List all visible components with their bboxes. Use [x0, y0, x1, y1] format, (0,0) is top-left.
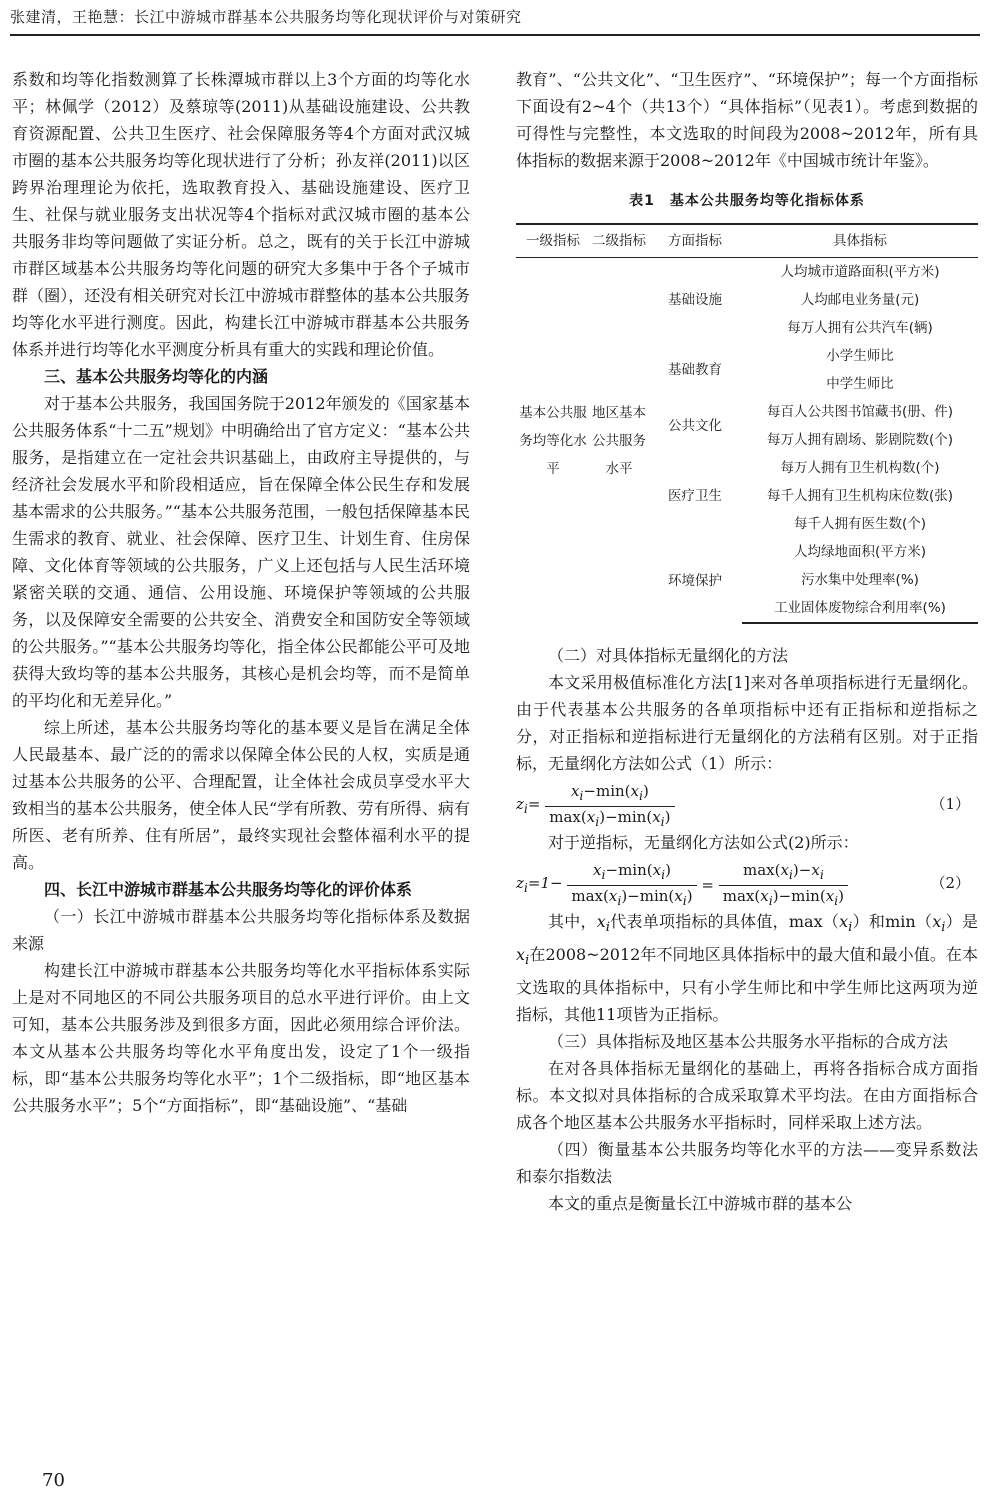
- indicator-cell: 每千人拥有卫生机构床位数(张): [766, 488, 954, 504]
- indicator-cell: 人均城市道路面积(平方米): [780, 264, 940, 280]
- page-number: 70: [42, 1470, 65, 1491]
- paragraph: 对于逆指标，无量纲化方法如公式(2)所示：: [548, 833, 859, 852]
- equation-number: （1）: [930, 795, 970, 813]
- subsection-heading: （一）长江中游城市群基本公共服务均等化指标体系及数据来源: [12, 907, 470, 953]
- table-caption: 表1 基本公共服务均等化指标体系: [629, 193, 865, 209]
- indicator-cell: 每万人拥有公共汽车(辆): [787, 320, 933, 336]
- level2-cell: 地区基本公共服务水平: [592, 404, 646, 477]
- paragraph: 在对各具体指标无量纲化的基础上，再将各指标合成方面指标。本文拟对具体指标的合成采取算术平均法。在由方面指标合成各个地区基本公共服务水平指标时，同样采取上述方法。: [516, 1059, 978, 1133]
- level1-cell: 基本公共服务均等化水平: [519, 404, 587, 477]
- paragraph: 其中，$x_i$代表单项指标的具体值，$\max(x_i)$和$\min(x_i)$是$x_i$在2008~2012年不同地区具体指标中的最大值和最小值。在本文选取的具体指标中，只有小学生师比和中学生师比这两项为逆指标，其他11项皆为正指标。: [516, 912, 978, 1025]
- table-row: [516, 258, 978, 287]
- aspect-infrastructure: 基础设施: [668, 292, 722, 308]
- paragraph: 教育”、“公共文化”、“卫生医疗”、“环境保护”；每一个方面指标下面设有2~4个（共13个）“具体指标”（见表1）。考虑到数据的可得性与完整性，本文选取的时间段为2008~2012年，所有具体指标的数据来源于2008~2012年《中国城市统计年鉴》。: [516, 70, 978, 170]
- header-aspect: 方面指标: [648, 224, 742, 258]
- indicator-cell: 人均邮电业务量(元): [800, 292, 920, 308]
- indicator-cell: 人均绿地面积(平方米): [793, 544, 927, 560]
- formula-2: $z_i=1-$ $\frac{x_i-\min(x_i)}{\max(x_i)-\min(x_i)}$ = $\frac{\max(x_i)-x_i}{\max(x_i)-\min(x_i)}$ （2）: [516, 861, 970, 908]
- indicator-cell: 每万人拥有剧场、影剧院数(个): [766, 432, 954, 448]
- paragraph: 系数和均等化指数测算了长株潭城市群以上3个方面的均等化水平；林佩学（2012）及蔡琼等(2011)从基础设施建设、公共教育资源配置、公共卫生医疗、社会保障服务等4个方面对武汉城市圈的基本公共服务均等化现状进行了分析；孙友祥(2011)以区跨界治理理论为依托，选取教育投入、基础设施建设、医疗卫生、社保与就业服务支出状况等4个指标对武汉城市圈的基本公共服务非均等问题做了实证分析。总之，既有的关于长江中游城市群区域基本公共服务均等化问题的研究大多集中于各个子城市群（圈），还没有相关研究对长江中游城市群整体的基本公共服务均等化水平进行测度。因此，构建长江中游城市群基本公共服务体系并进行均等化水平测度分析具有重大的实践和理论价值。: [12, 70, 470, 359]
- formula-1: $z_i=$ $\frac{x_i-\min(x_i)}{\max(x_i)-\min(x_i)}$ （1）: [516, 782, 970, 829]
- header-rule: [10, 34, 980, 36]
- section-heading: 三、基本公共服务均等化的内涵: [44, 367, 269, 386]
- indicator-cell: 中学生师比: [826, 376, 894, 392]
- paragraph: 对于基本公共服务，我国国务院于2012年颁发的《国家基本公共服务体系“十二五”规划》中明确给出了官方定义：“基本公共服务，是指建立在一定社会共识基础上，由政府主导提供的，与经济社会发展水平和阶段相适应，旨在保障全体公民生存和发展基本需求的公共服务。”“基本公共服务范围，一般包括保障基本民生需求的教育、就业、社会保障、医疗卫生、计划生育、住房保障、文化体育等领域的公共服务，广义上还包括与人民生活环境紧密关联的交通、通信、公用设施、环境保护等领域的公共服务，以及保障安全需要的公共安全、消费安全和国防安全等领域的公共服务。”“基本公共服务均等化，指全体公民都能公平可及地获得大致均等的基本公共服务，其核心是机会均等，而不是简单的平均化和无差异化。”: [12, 394, 470, 710]
- section-heading: 四、长江中游城市群基本公共服务均等化的评价体系: [44, 880, 413, 899]
- subsection-heading: （三）具体指标及地区基本公共服务水平指标的合成方法: [548, 1032, 949, 1052]
- table-header-row: [516, 224, 978, 258]
- paragraph: 本文的重点是衡量长江中游城市群的基本公: [548, 1194, 853, 1214]
- aspect-environment: 环境保护: [668, 572, 722, 589]
- indicator-cell: 小学生师比: [826, 348, 894, 364]
- header-specific: 具体指标: [742, 224, 978, 258]
- header-level1: 一级指标: [516, 224, 590, 258]
- aspect-education: 基础教育: [668, 362, 722, 378]
- paragraph: 构建长江中游城市群基本公共服务均等化水平指标体系实际上是对不同地区的不同公共服务项目的总水平进行评价。由上文可知，基本公共服务涉及到很多方面，因此必须用综合评价法。本文从基本公共服务均等化水平角度出发，设定了1个一级指标，即“基本公共服务均等化水平”；1个二级指标，即“地区基本公共服务水平”；5个“方面指标”，即“基础设施”、“基础: [12, 961, 470, 1115]
- indicator-cell: 工业固体废物综合利用率(%): [742, 594, 978, 623]
- aspect-culture: 公共文化: [668, 418, 722, 434]
- paragraph: 综上所述，基本公共服务均等化的基本要义是旨在满足全体人民最基本、最广泛的的需求以保障全体公民的人权，实质是通过基本公共服务的公平、合理配置，让全体社会成员享受水平大致相当的基本公共服务，使全体人民“学有所教、劳有所得、病有所医、老有所养、住有所居”，最终实现社会整体福利水平的提高。: [12, 718, 470, 872]
- equation-number: （2）: [930, 874, 970, 892]
- indicator-cell: 污水集中处理率(%): [801, 572, 919, 588]
- subsection-heading: （四）衡量基本公共服务均等化水平的方法——变异系数法和泰尔指数法: [516, 1140, 978, 1187]
- paragraph: 本文采用极值标准化方法[1]来对各单项指标进行无量纲化。由于代表基本公共服务的各单项指标中还有正指标和逆指标之分，对正指标和逆指标进行无量纲化的方法稍有区别。对于正指标，无量纲化方法如公式（1）所示：: [516, 673, 978, 773]
- right-column: [516, 66, 978, 1217]
- running-title: 张建清，王艳慧：长江中游城市群基本公共服务均等化现状评价与对策研究: [10, 8, 522, 26]
- left-column: [12, 66, 470, 1119]
- indicator-table: [516, 223, 978, 624]
- subsection-heading: （二）对具体指标无量纲化的方法: [548, 646, 789, 665]
- indicator-cell: 每百人公共图书馆藏书(册、件): [766, 404, 954, 420]
- aspect-health: 医疗卫生: [668, 488, 722, 504]
- indicator-cell: 每万人拥有卫生机构数(个): [780, 460, 940, 476]
- indicator-cell: 每千人拥有医生数(个): [793, 516, 927, 532]
- header-level2: 二级指标: [590, 224, 648, 258]
